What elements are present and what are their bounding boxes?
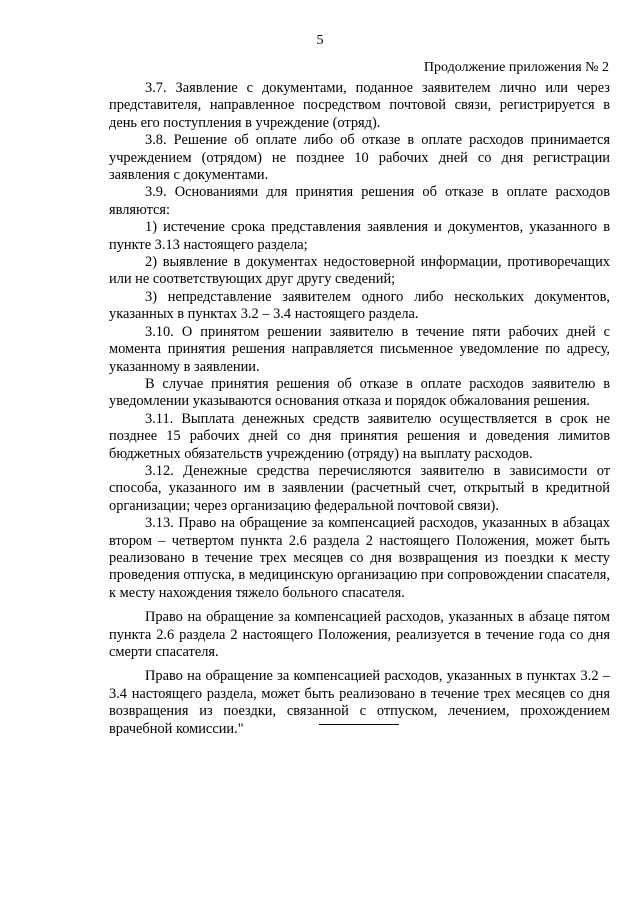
paragraph-3-11: 3.11. Выплата денежных средств заявителю осуществляется в срок не позднее 15 рабочих дней со дня принятия решения и доведения лимитов бюджетных обязательств учреждению (отряду) на выплату расходов. <box>109 410 610 462</box>
page-number: 5 <box>316 33 324 48</box>
paragraph-3-10-refusal: В случае принятия решения об отказе в оплате расходов заявителю в уведомлении указываются основания отказа и порядок обжалования решения. <box>109 375 610 410</box>
paragraph-3-7: 3.7. Заявление с документами, поданное заявителем лично или через представителя, направленное посредством почтовой связи, регистрируется в день его поступления в учреждение (отряд). <box>109 80 610 131</box>
paragraph-3-13-points-3-2-3-4: Право на обращение за компенсацией расходов, указанных в пунктах 3.2 – 3.4 настоящего раздела, может быть реализовано в течение трех месяцев со дня возвращения из поездки, связанной с отпуском, лечением, прохождением врачебной комиссии." <box>109 668 610 737</box>
paragraph-3-12: 3.12. Денежные средства перечисляются заявителю в зависимости от способа, указанного им в заявлении (расчетный счет, открытый в кредитной организации; через организацию федеральной почтовой связи). <box>109 462 610 514</box>
paragraph-3-8: 3.8. Решение об оплате либо об отказе в оплате расходов принимается учреждением (отрядом) не позднее 10 рабочих дней со дня регистрации заявления с документами. <box>109 132 610 184</box>
paragraph-3-9: 3.9. Основаниями для принятия решения об отказе в оплате расходов являются: <box>109 184 610 218</box>
paragraph-3-13: 3.13. Право на обращение за компенсацией расходов, указанных в абзацах втором – четвертом пункта 2.6 раздела 2 настоящего Положения, может быть реализовано в течение трех месяцев со дня возвращения из поездки к месту проведения отпуска, в медицинскую организацию при сопровождении спасателя, к месту нахождения тяжело больного спасателя. <box>109 515 610 601</box>
end-divider-line <box>319 724 399 725</box>
paragraph-3-9-item-1: 1) истечение срока представления заявления и документов, указанного в пункте 3.13 настоящего раздела; <box>109 219 610 253</box>
paragraph-3-13-fifth-abzac: Право на обращение за компенсацией расходов, указанных в абзаце пятом пункта 2.6 раздела 2 настоящего Положения, реализуется в течение года со дня смерти спасателя. <box>109 609 610 660</box>
paragraph-3-9-item-2: 2) выявление в документах недостоверной информации, противоречащих или не соответствующих друг другу сведений; <box>109 254 610 288</box>
paragraph-3-9-item-3: 3) непредставление заявителем одного либо нескольких документов, указанных в пунктах 3.2 – 3.4 настоящего раздела. <box>109 288 610 323</box>
document-body <box>109 80 610 738</box>
appendix-continuation-label: Продолжение приложения № 2 <box>423 60 609 75</box>
paragraph-3-10: 3.10. О принятом решении заявителю в течение пяти рабочих дней с момента принятия решения направляется письменное уведомление по адресу, указанному в заявлении. <box>109 323 610 375</box>
